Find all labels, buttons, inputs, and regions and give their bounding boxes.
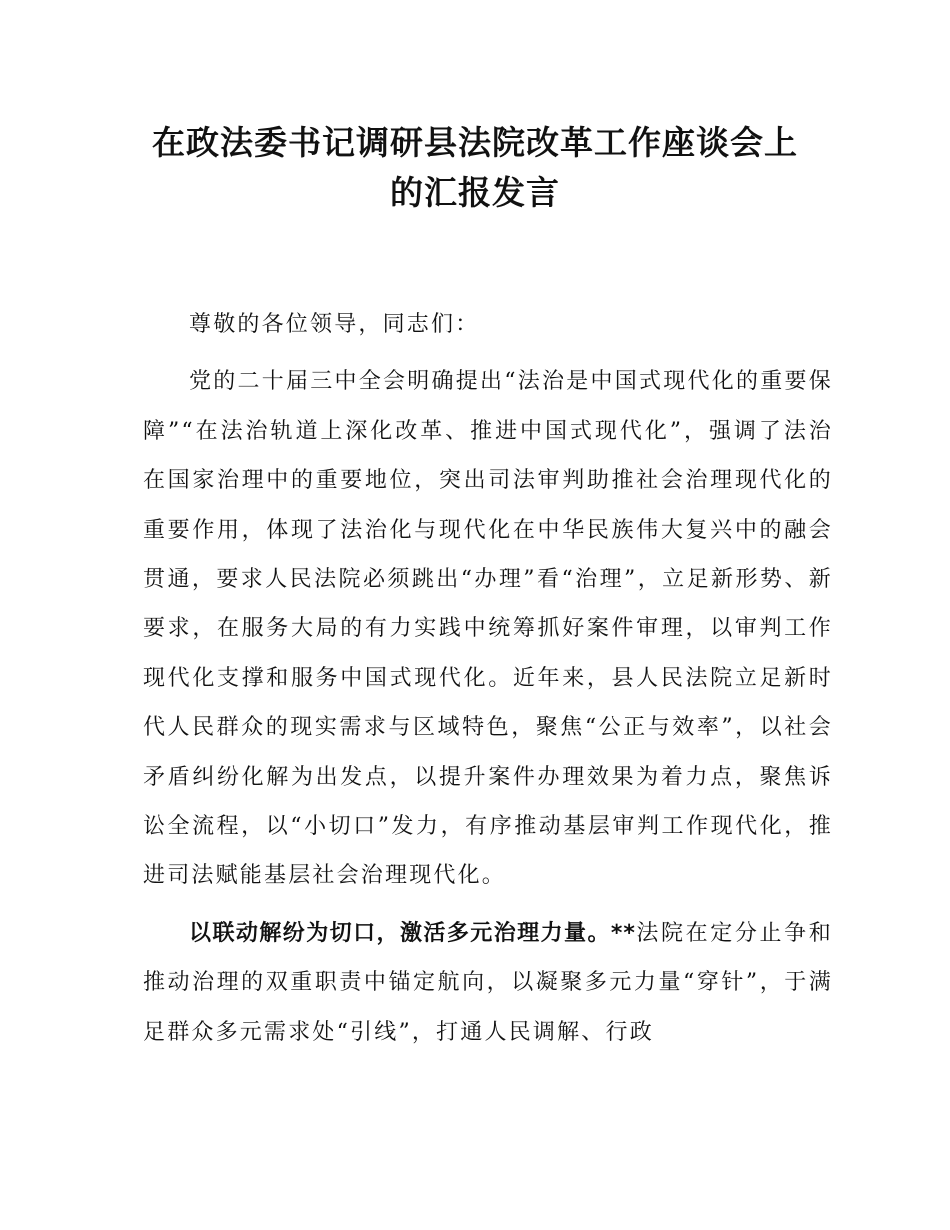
title-line-2: 的汇报发言 [390,173,560,212]
document-title [120,118,830,218]
section-1-heading: 以联动解纷为切口，激活多元治理力量。** [189,920,636,946]
salutation: 尊敬的各位领导，同志们： [189,312,480,337]
section-1-text: 法院在定分止争和推动治理的双重职责中锚定航向，以凝聚多元力量“穿针”，于满足群众多元需求处“引线”，打通人民调解、行政 [143,920,833,1045]
title-line-1: 在政法委书记调研县法院改革工作座谈会上 [152,123,798,162]
section-1-paragraph [143,909,833,1057]
document-body [143,300,833,1057]
intro-paragraph: 党的二十届三中全会明确提出“法治是中国式现代化的重要保障”“在法治轨道上深化改革、推进中国式现代化”，强调了法治在国家治理中的重要地位，突出司法审判助推社会治理现代化的重要作用，体现了法治化与现代化在中华民族伟大复兴中的融会贯通，要求人民法院必须跳出“办理”看“治理”，立足新形势、新要求，在服务大局的有力实践中统筹抓好案件审理，以审判工作现代化支撑和服务中国式现代化。近年来，县人民法院立足新时代人民群众的现实需求与区域特色，聚焦“公正与效率”，以社会矛盾纠纷化解为出发点，以提升案件办理效果为着力点，聚焦诉讼全流程，以“小切口”发力，有序推动基层审判工作现代化，推进司法赋能基层社会治理现代化。 [143,369,833,889]
